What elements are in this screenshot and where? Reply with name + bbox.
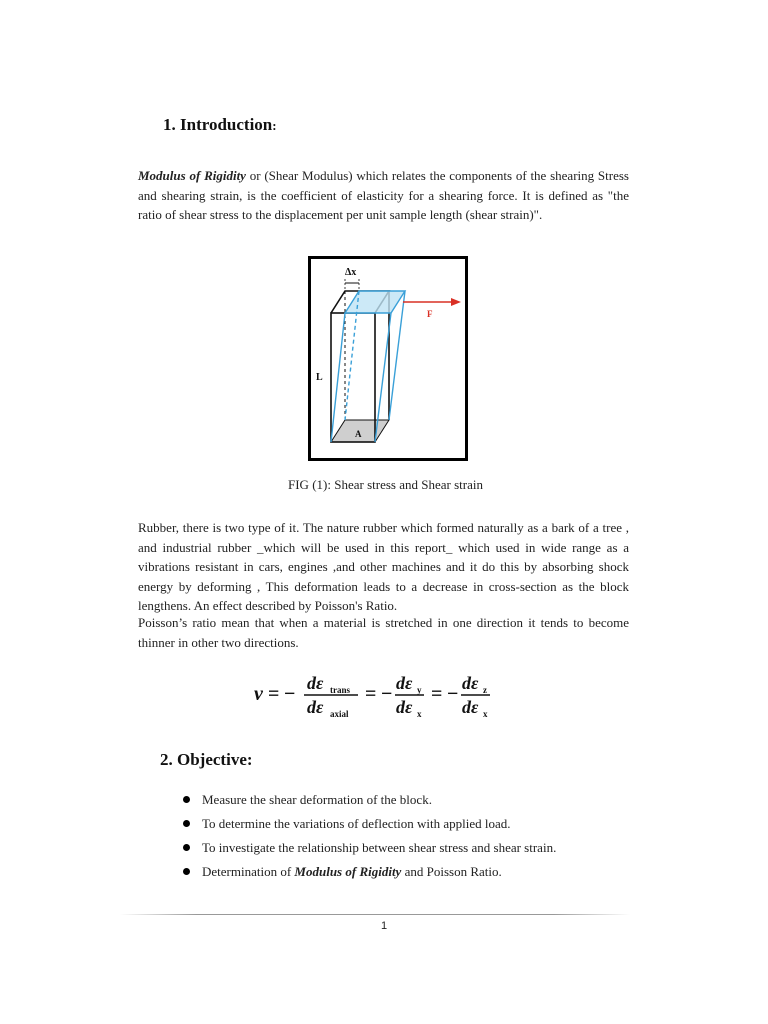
equation-sub-x-1: x [417, 709, 422, 719]
equation-sub-z: z [483, 685, 487, 695]
introduction-paragraph [138, 166, 629, 225]
figure-caption: FIG (1): Shear stress and Shear strain [288, 477, 483, 492]
equation-equals-1: = [268, 683, 280, 705]
force-label: F [427, 309, 433, 319]
equation-nu: ν [254, 683, 263, 705]
equation-sub-axial: axial [330, 709, 349, 719]
modulus-of-rigidity-term: Modulus of Rigidity [294, 864, 402, 879]
equation-minus-1: − [284, 683, 296, 705]
objective-number: 2. [160, 750, 173, 769]
rubber-paragraph: Rubber, there is two type of it. The nature rubber which formed naturally as a bark of a tree , and industrial rubber _which will be used in this report_ which used in wide range as a vibrations resistant in cars, engines ,and other machines and it do this by absorbing shock energy by deforming , This deformation leads to a decrease in cross-section as the block lengthens. An effect described by Poisson's Ratio. [138, 520, 629, 613]
objective-heading [160, 750, 253, 770]
introduction-title: Introduction [180, 115, 273, 134]
length-label: L [316, 372, 323, 383]
equation-denominator-3: dε [462, 697, 479, 717]
objectives-list [180, 790, 556, 886]
equation-equals-3: = [431, 683, 443, 705]
equation-sub-y: y [417, 685, 422, 695]
shear-figure [308, 256, 468, 461]
equation-equals-2: = [365, 683, 377, 705]
equation-denominator-2: dε [396, 697, 413, 717]
introduction-heading [163, 115, 277, 135]
equation-sub-x-2: x [483, 709, 488, 719]
equation-minus-2: − [381, 683, 393, 705]
list-item [180, 862, 556, 886]
introduction-text: or (Shear Modulus) which relates the components of the shearing Stress and shearing strain, is the coefficient of elasticity for a shearing force. It is defined as "the ratio of shear stress to the displacement per unit sample length (shear strain)". [138, 168, 629, 222]
footer-divider [120, 914, 630, 915]
introduction-number: 1. [163, 115, 176, 134]
area-label: A [355, 429, 362, 439]
objective-item-4-tail: and Poisson Ratio. [401, 864, 502, 879]
list-item: Measure the shear deformation of the block. [180, 790, 556, 814]
equation-numerator-1: dε [307, 673, 324, 693]
equation-denominator-1: dε [307, 697, 324, 717]
equation-minus-3: − [447, 683, 459, 705]
list-item: To determine the variations of deflection with applied load. [180, 814, 556, 838]
equation-numerator-2: dε [396, 673, 413, 693]
sheared-block-top [345, 291, 405, 313]
poisson-paragraph: Poisson’s ratio mean that when a material is stretched in one direction it tends to become thinner in other two directions. [138, 615, 629, 650]
poisson-ratio-equation [250, 666, 500, 726]
objective-title: Objective: [177, 750, 253, 769]
modulus-of-rigidity-term: Modulus of Rigidity [138, 168, 246, 183]
shear-block-diagram [311, 259, 465, 458]
force-arrow-head [451, 298, 461, 306]
equation-sub-trans: trans [330, 685, 350, 695]
delta-x-label: Δx [345, 267, 357, 278]
list-item: To investigate the relationship between shear stress and shear strain. [180, 838, 556, 862]
introduction-colon: : [272, 118, 277, 133]
page-number: 1 [380, 920, 388, 932]
equation-numerator-3: dε [462, 673, 479, 693]
objective-item-4-text: Determination of [202, 864, 295, 879]
